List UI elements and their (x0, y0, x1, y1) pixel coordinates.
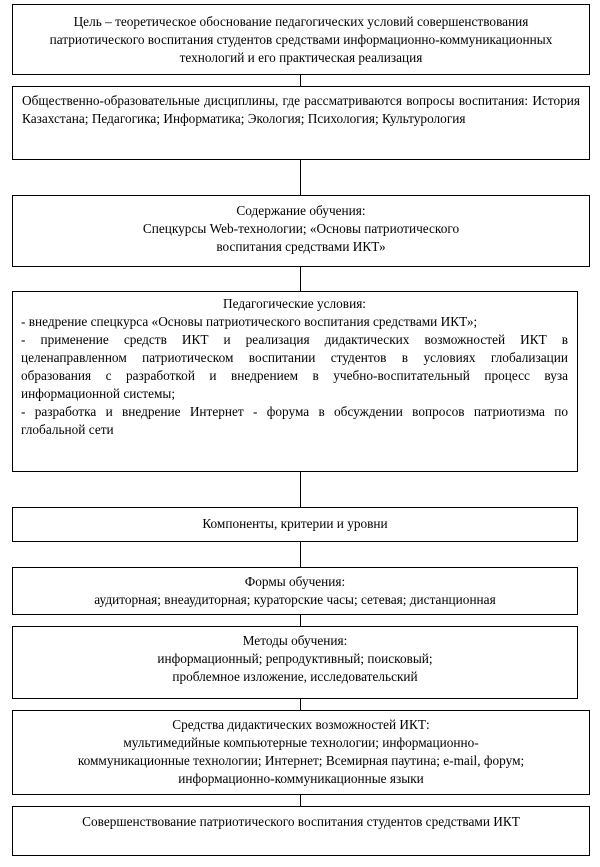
conditions-box (12, 291, 578, 472)
disciplines-text: Общественно-образовательные дисциплины, где рассматриваются вопросы воспитания: История Казахстана; Педагогика; Информатика; Экология; Психология; Культурология (22, 93, 580, 126)
content-box (12, 195, 590, 267)
means-box (12, 710, 590, 795)
connector (300, 794, 301, 806)
methods-line: проблемное изложение, исследовательский (172, 669, 418, 684)
conditions-title: Педагогические условия: (223, 296, 366, 311)
means-line: коммуникационные технологии; Интернет; Всемирная паутина; e-mail, форум; (77, 753, 525, 768)
content-line: Спецкурсы Web-технологии; «Основы патриотического (142, 221, 460, 236)
disciplines-box (12, 86, 590, 160)
result-text: Совершенствование патриотического воспитания студентов средствами ИКТ (82, 814, 520, 829)
condition-item: - применение средств ИКТ и реализация дидактических возможностей ИКТ в целенаправленном патриотическом воспитании студентов в условиях глобализации образования с разработкой и внедрением в учебно-воспитательный процесс вуза информационной системы; (21, 332, 568, 401)
connector (300, 159, 301, 195)
forms-title: Формы обучения: (244, 574, 346, 589)
condition-item: - разработка и внедрение Интернет - форума в обсуждении вопросов патриотизма по глобальной сети (21, 404, 568, 437)
content-title: Содержание обучения: (236, 203, 366, 218)
means-line: мультимедийные компьютерные технологии; информационно- (123, 735, 479, 750)
components-box (12, 507, 578, 542)
components-text: Компоненты, критерии и уровни (202, 516, 388, 531)
means-title: Средства дидактических возможностей ИКТ: (172, 717, 430, 732)
connector (300, 614, 301, 626)
means-line: информационно-коммуникационные языки (178, 771, 424, 786)
methods-box (12, 626, 578, 699)
forms-box (12, 567, 578, 615)
result-box (12, 806, 590, 856)
content-line: воспитания средствами ИКТ» (216, 239, 386, 254)
methods-line: информационный; репродуктивный; поисковый; (157, 651, 433, 666)
goal-box (12, 4, 590, 75)
connector (300, 541, 301, 567)
connector (300, 471, 301, 507)
connector (300, 698, 301, 710)
connector (300, 266, 301, 291)
forms-text: аудиторная; внеаудиторная; кураторские часы; сетевая; дистанционная (94, 592, 496, 607)
connector (300, 74, 301, 86)
methods-title: Методы обучения: (242, 633, 348, 648)
condition-item: - внедрение спецкурса «Основы патриотического воспитания средствами ИКТ»; (21, 314, 478, 329)
goal-text: Цель – теоретическое обоснование педагогических условий совершенствования патриотического воспитания студентов средствами информационно-коммуникационных технологий и его практическая реализация (49, 14, 553, 65)
